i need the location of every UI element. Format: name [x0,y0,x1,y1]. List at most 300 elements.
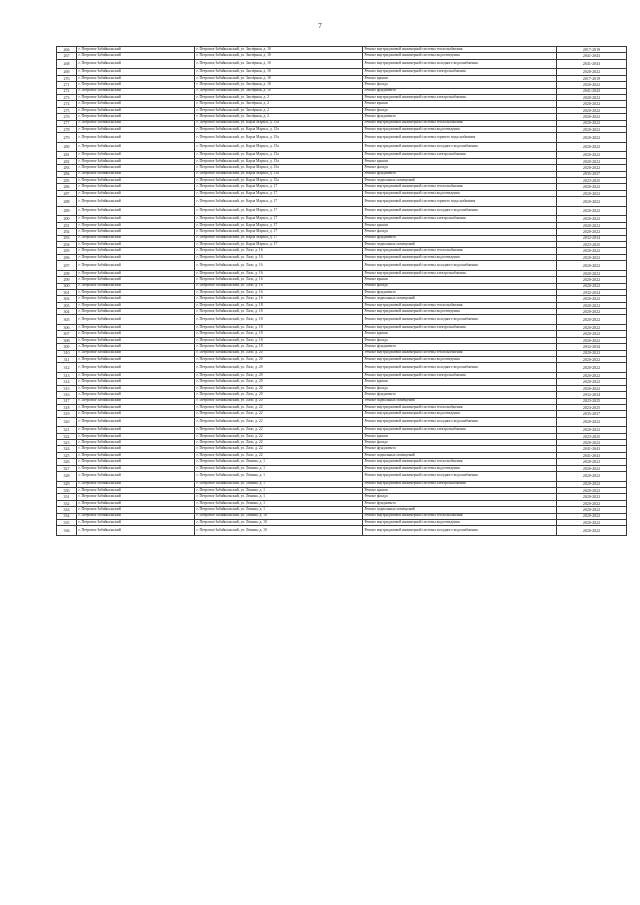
row-number: 307 [57,331,77,337]
row-number: 280 [57,142,77,152]
row-work: Ремонт фундамента [363,500,557,506]
row-number: 277 [57,120,77,126]
row-work: Ремонт внутридомовой инженерной системы теплоснабжения [363,404,557,410]
row-city: г. Петровск-Забайкальский [77,47,195,53]
row-address: г. Петровск-Забайкальский, ул. Заозёрная, д. 10 [195,53,363,59]
row-work: Ремонт подвальных помещений [363,296,557,302]
row-work: Ремонт внутридомовой инженерной системы холодного водоснабжения [363,59,557,69]
row-address: г. Петровск-Забайкальский, ул. Лазо, д. 20 [195,363,363,373]
row-city: г. Петровск-Забайкальский [77,101,195,107]
row-city: г. Петровск-Забайкальский [77,459,195,465]
row-address: г. Петровск-Забайкальский, ул. Ленина, д. 10 [195,526,363,536]
row-address: г. Петровск-Забайкальский, ул. Лазо, д. 16 [195,270,363,276]
row-work: Ремонт внутридомовой инженерной системы теплоснабжения [363,350,557,356]
row-address: г. Петровск-Забайкальский, ул. Заозёрная, д. 2 [195,107,363,113]
row-address: г. Петровск-Забайкальский, ул. Заозёрная, д. 2 [195,94,363,100]
row-address: г. Петровск-Забайкальский, ул. Карла Маркса, д. 15а [195,158,363,164]
row-work: Ремонт внутридомовой инженерной системы электроснабжения [363,152,557,158]
row-period: 2020-2022 [557,488,627,494]
row-address: г. Петровск-Забайкальский, ул. Лазо, д. 22 [195,446,363,452]
row-period: 2020-2022 [557,500,627,506]
row-period: 2020-2022 [557,325,627,331]
row-address: г. Петровск-Забайкальский, ул. Лазо, д. 16 [195,289,363,295]
row-number: 269 [57,69,77,75]
row-address: г. Петровск-Забайкальский, ул. Ленина, д. 10 [195,519,363,525]
row-city: г. Петровск-Забайкальский [77,142,195,152]
row-period: 2020-2022 [557,114,627,120]
table-row [57,417,627,427]
row-address: г. Петровск-Забайкальский, ул. Лазо, д. 16 [195,248,363,254]
row-number: 336 [57,526,77,536]
row-work: Ремонт крыши [363,158,557,164]
row-address: г. Петровск-Забайкальский, ул. Лазо, д. 18 [195,337,363,343]
row-address: г. Петровск-Забайкальский, ул. Лазо, д. 16 [195,283,363,289]
row-period: 2020-2022 [557,165,627,171]
row-work: Ремонт крыши [363,277,557,283]
row-address: г. Петровск-Забайкальский, ул. Карла Маркса, д. 17 [195,197,363,207]
row-address: г. Петровск-Забайкальский, ул. Карла Маркса, д. 17 [195,241,363,247]
row-period: 2020-2022 [557,152,627,158]
row-work: Ремонт фасада [363,107,557,113]
row-number: 285 [57,178,77,184]
row-city: г. Петровск-Забайкальский [77,404,195,410]
row-number: 317 [57,398,77,404]
row-address: г. Петровск-Забайкальский, ул. Карла Маркса, д. 15а [195,133,363,143]
row-period: 2020-2022 [557,363,627,373]
row-work: Ремонт внутридомовой инженерной системы электроснабжения [363,325,557,331]
row-address: г. Петровск-Забайкальский, ул. Карла Маркса, д. 15а [195,178,363,184]
row-number: 335 [57,519,77,525]
row-work: Ремонт подвальных помещений [363,507,557,513]
row-number: 330 [57,488,77,494]
row-number: 325 [57,452,77,458]
row-period: 2020-2022 [557,507,627,513]
row-address: г. Петровск-Забайкальский, ул. Лазо, д. 20 [195,350,363,356]
row-address: г. Петровск-Забайкальский, ул. Ленина, д. 1 [195,500,363,506]
row-number: 272 [57,88,77,94]
row-address: г. Петровск-Забайкальский, ул. Ленина, д. 1 [195,459,363,465]
row-number: 287 [57,190,77,196]
row-number: 314 [57,379,77,385]
row-period: 2023-2025 [557,178,627,184]
row-address: г. Петровск-Забайкальский, ул. Лазо, д. 22 [195,404,363,410]
table-row [57,363,627,373]
row-number: 309 [57,344,77,350]
row-address: г. Петровск-Забайкальский, ул. Лазо, д. 20 [195,385,363,391]
row-number: 319 [57,411,77,417]
row-address: г. Петровск-Забайкальский, ул. Ленина, д. 1 [195,488,363,494]
row-number: 288 [57,197,77,207]
row-city: г. Петровск-Забайкальский [77,197,195,207]
row-number: 293 [57,235,77,241]
row-work: Ремонт фундамента [363,171,557,177]
row-city: г. Петровск-Забайкальский [77,392,195,398]
row-period: 2020-2022 [557,190,627,196]
row-city: г. Петровск-Забайкальский [77,178,195,184]
row-number: 328 [57,472,77,482]
row-period: 2020-2022 [557,69,627,75]
row-work: Ремонт внутридомовой инженерной системы горячего водоснабжения [363,133,557,143]
row-work: Ремонт внутридомовой инженерной системы холодного водоснабжения [363,417,557,427]
row-period: 2020-2022 [557,379,627,385]
row-address: г. Петровск-Забайкальский, ул. Заозёрная, д. 10 [195,82,363,88]
row-work: Ремонт крыши [363,433,557,439]
row-city: г. Петровск-Забайкальский [77,107,195,113]
row-number: 323 [57,440,77,446]
row-city: г. Петровск-Забайкальский [77,171,195,177]
row-number: 279 [57,133,77,143]
row-period: 2020-2022 [557,277,627,283]
row-work: Ремонт крыши [363,222,557,228]
page-number: 7 [318,22,322,30]
capital-repair-table [56,46,627,536]
row-address: г. Петровск-Забайкальский, ул. Лазо, д. 22 [195,452,363,458]
row-address: г. Петровск-Забайкальский, ул. Ленина, д. 1 [195,494,363,500]
row-number: 327 [57,465,77,471]
row-period: 2020-2022 [557,309,627,315]
row-work: Ремонт внутридомовой инженерной системы холодного водоснабжения [363,472,557,482]
row-period: 2020-2022 [557,222,627,228]
row-city: г. Петровск-Забайкальский [77,120,195,126]
row-period: 2020-2022 [557,133,627,143]
row-period: 2020-2022 [557,94,627,100]
row-number: 281 [57,152,77,158]
row-address: г. Петровск-Забайкальский, ул. Заозёрная, д. 10 [195,88,363,94]
row-address: г. Петровск-Забайкальский, ул. Карла Маркса, д. 15а [195,152,363,158]
row-city: г. Петровск-Забайкальский [77,229,195,235]
row-period: 2020-2022 [557,184,627,190]
row-city: г. Петровск-Забайкальский [77,363,195,373]
row-number: 267 [57,53,77,59]
row-city: г. Петровск-Забайкальский [77,309,195,315]
table-row [57,133,627,143]
row-work: Ремонт внутридомовой инженерной системы электроснабжения [363,372,557,378]
row-address: г. Петровск-Забайкальский, ул. Лазо, д. 20 [195,398,363,404]
row-work: Ремонт фасада [363,82,557,88]
row-number: 268 [57,59,77,69]
row-work: Ремонт фундамента [363,344,557,350]
row-work: Ремонт внутридомовой инженерной системы водоотведения [363,126,557,132]
row-city: г. Петровск-Забайкальский [77,88,195,94]
row-work: Ремонт внутридомовой инженерной системы электроснабжения [363,270,557,276]
row-period: 2020-2022 [557,107,627,113]
row-number: 286 [57,184,77,190]
row-address: г. Петровск-Забайкальский, ул. Карла Маркса, д. 17 [195,222,363,228]
row-number: 331 [57,494,77,500]
row-city: г. Петровск-Забайкальский [77,427,195,433]
table-row [57,59,627,69]
row-address: г. Петровск-Забайкальский, ул. Карла Маркса, д. 17 [195,184,363,190]
row-city: г. Петровск-Забайкальский [77,152,195,158]
row-city: г. Петровск-Забайкальский [77,53,195,59]
row-period: 2032-2034 [557,392,627,398]
row-work: Ремонт подвальных помещений [363,241,557,247]
row-number: 316 [57,392,77,398]
row-period: 2020-2022 [557,526,627,536]
row-work: Ремонт внутридомовой инженерной системы водоотведения [363,465,557,471]
row-work: Ремонт внутридомовой инженерной системы теплоснабжения [363,513,557,519]
row-work: Ремонт внутридомовой инженерной системы электроснабжения [363,427,557,433]
row-number: 310 [57,350,77,356]
row-address: г. Петровск-Забайкальский, ул. Заозёрная, д. 10 [195,69,363,75]
row-period: 2017-2019 [557,47,627,53]
row-work: Ремонт внутридомовой инженерной системы теплоснабжения [363,184,557,190]
row-address: г. Петровск-Забайкальский, ул. Ленина, д. 1 [195,465,363,471]
row-period: 2020-2022 [557,229,627,235]
row-work: Ремонт внутридомовой инженерной системы электроснабжения [363,69,557,75]
row-number: 296 [57,254,77,260]
row-city: г. Петровск-Забайкальский [77,296,195,302]
row-period: 2020-2022 [557,216,627,222]
row-city: г. Петровск-Забайкальский [77,114,195,120]
row-period: 2020-2022 [557,261,627,271]
row-work: Ремонт внутридомовой инженерной системы водоотведения [363,309,557,315]
row-period: 2020-2022 [557,120,627,126]
row-number: 275 [57,107,77,113]
row-period: 2020-2022 [557,82,627,88]
row-work: Ремонт фундамента [363,392,557,398]
row-number: 295 [57,248,77,254]
row-city: г. Петровск-Забайкальский [77,452,195,458]
row-address: г. Петровск-Забайкальский, ул. Заозёрная, д. 10 [195,59,363,69]
row-city: г. Петровск-Забайкальский [77,344,195,350]
row-city: г. Петровск-Забайкальский [77,385,195,391]
row-address: г. Петровск-Забайкальский, ул. Лазо, д. 18 [195,309,363,315]
row-work: Ремонт крыши [363,75,557,81]
row-work: Ремонт фасада [363,283,557,289]
row-work: Ремонт крыши [363,101,557,107]
row-work: Ремонт фундамента [363,289,557,295]
row-number: 289 [57,206,77,216]
row-city: г. Петровск-Забайкальский [77,126,195,132]
row-period: 2035-2037 [557,171,627,177]
row-work: Ремонт внутридомовой инженерной системы холодного водоснабжения [363,206,557,216]
row-city: г. Петровск-Забайкальский [77,216,195,222]
row-period: 2020-2022 [557,331,627,337]
row-city: г. Петровск-Забайкальский [77,270,195,276]
row-number: 305 [57,315,77,325]
row-city: г. Петровск-Забайкальский [77,94,195,100]
row-city: г. Петровск-Забайкальский [77,289,195,295]
row-number: 278 [57,126,77,132]
row-city: г. Петровск-Забайкальский [77,158,195,164]
row-period: 2032-2034 [557,289,627,295]
row-period: 2020-2022 [557,296,627,302]
row-work: Ремонт внутридомовой инженерной системы водоотведения [363,254,557,260]
row-work: Ремонт внутридомовой инженерной системы водоотведения [363,411,557,417]
row-period: 2020-2022 [557,440,627,446]
row-period: 2020-2022 [557,126,627,132]
row-work: Ремонт внутридомовой инженерной системы теплоснабжения [363,47,557,53]
row-city: г. Петровск-Забайкальский [77,465,195,471]
row-number: 326 [57,459,77,465]
row-period: 2041-2043 [557,59,627,69]
row-period: 2020-2022 [557,337,627,343]
row-work: Ремонт внутридомовой инженерной системы холодного водоснабжения [363,315,557,325]
row-period: 2032-2034 [557,235,627,241]
row-work: Ремонт подвальных помещений [363,398,557,404]
row-work: Ремонт внутридомовой инженерной системы водоотведения [363,519,557,525]
row-address: г. Петровск-Забайкальский, ул. Карла Маркса, д. 15а [195,120,363,126]
row-number: 329 [57,481,77,487]
row-city: г. Петровск-Забайкальский [77,350,195,356]
row-work: Ремонт внутридомовой инженерной системы теплоснабжения [363,459,557,465]
row-address: г. Петровск-Забайкальский, ул. Заозёрная, д. 2 [195,101,363,107]
row-city: г. Петровск-Забайкальский [77,472,195,482]
row-address: г. Петровск-Забайкальский, ул. Лазо, д. 18 [195,325,363,331]
row-work: Ремонт фундамента [363,88,557,94]
row-address: г. Петровск-Забайкальский, ул. Лазо, д. 16 [195,254,363,260]
row-period: 2020-2022 [557,481,627,487]
row-period: 2020-2022 [557,283,627,289]
row-work: Ремонт фасада [363,494,557,500]
row-work: Ремонт фасада [363,440,557,446]
row-address: г. Петровск-Забайкальский, ул. Лазо, д. 18 [195,302,363,308]
table-row [57,197,627,207]
table-row [57,142,627,152]
row-city: г. Петровск-Забайкальский [77,372,195,378]
row-city: г. Петровск-Забайкальский [77,261,195,271]
row-number: 271 [57,82,77,88]
row-work: Ремонт внутридомовой инженерной системы теплоснабжения [363,248,557,254]
row-address: г. Петровск-Забайкальский, ул. Заозёрная, д. 10 [195,75,363,81]
row-address: г. Петровск-Забайкальский, ул. Лазо, д. 18 [195,331,363,337]
row-city: г. Петровск-Забайкальский [77,440,195,446]
row-work: Ремонт внутридомовой инженерной системы холодного водоснабжения [363,363,557,373]
row-city: г. Петровск-Забайкальский [77,254,195,260]
row-work: Ремонт фасада [363,337,557,343]
row-number: 301 [57,289,77,295]
row-work: Ремонт внутридомовой инженерной системы водоотведения [363,190,557,196]
row-number: 284 [57,171,77,177]
row-address: г. Петровск-Забайкальский, ул. Лазо, д. 22 [195,417,363,427]
row-number: 333 [57,507,77,513]
row-work: Ремонт внутридомовой инженерной системы теплоснабжения [363,120,557,126]
row-address: г. Петровск-Забайкальский, ул. Лазо, д. 20 [195,392,363,398]
row-number: 283 [57,165,77,171]
row-city: г. Петровск-Забайкальский [77,82,195,88]
row-work: Ремонт подвальных помещений [363,452,557,458]
row-work: Ремонт фундамента [363,114,557,120]
row-period: 2020-2022 [557,519,627,525]
row-work: Ремонт внутридомовой инженерной системы холодного водоснабжения [363,526,557,536]
row-city: г. Петровск-Забайкальский [77,315,195,325]
row-number: 320 [57,417,77,427]
row-address: г. Петровск-Забайкальский, ул. Карла Маркса, д. 15а [195,171,363,177]
row-city: г. Петровск-Забайкальский [77,277,195,283]
row-address: г. Петровск-Забайкальский, ул. Лазо, д. 20 [195,357,363,363]
row-city: г. Петровск-Забайкальский [77,519,195,525]
row-work: Ремонт внутридомовой инженерной системы электроснабжения [363,481,557,487]
row-number: 306 [57,325,77,331]
row-period: 2023-2025 [557,433,627,439]
row-number: 270 [57,75,77,81]
row-period: 2020-2022 [557,254,627,260]
row-address: г. Петровск-Забайкальский, ул. Карла Маркса, д. 15а [195,142,363,152]
row-period: 2020-2022 [557,197,627,207]
row-work: Ремонт внутридомовой инженерной системы теплоснабжения [363,302,557,308]
row-work: Ремонт внутридомовой инженерной системы водоотведения [363,53,557,59]
row-number: 300 [57,283,77,289]
row-city: г. Петровск-Забайкальский [77,417,195,427]
table-row [57,315,627,325]
row-number: 318 [57,404,77,410]
row-number: 273 [57,94,77,100]
row-address: г. Петровск-Забайкальский, ул. Карла Маркса, д. 15а [195,165,363,171]
row-address: г. Петровск-Забайкальский, ул. Карла Маркса, д. 17 [195,190,363,196]
row-period: 2032-2034 [557,344,627,350]
row-work: Ремонт фундамента [363,446,557,452]
row-address: г. Петровск-Забайкальский, ул. Ленина, д. 1 [195,481,363,487]
row-address: г. Петровск-Забайкальский, ул. Лазо, д. 22 [195,433,363,439]
row-city: г. Петровск-Забайкальский [77,222,195,228]
row-work: Ремонт подвальных помещений [363,178,557,184]
row-period: 2020-2022 [557,206,627,216]
row-work: Ремонт внутридомовой инженерной системы горячего водоснабжения [363,197,557,207]
row-period: 2023-2025 [557,404,627,410]
row-number: 274 [57,101,77,107]
row-city: г. Петровск-Забайкальский [77,488,195,494]
row-number: 304 [57,309,77,315]
row-period: 2020-2022 [557,357,627,363]
row-city: г. Петровск-Забайкальский [77,190,195,196]
row-city: г. Петровск-Забайкальский [77,69,195,75]
row-city: г. Петровск-Забайкальский [77,446,195,452]
row-city: г. Петровск-Забайкальский [77,481,195,487]
row-address: г. Петровск-Забайкальский, ул. Лазо, д. 18 [195,315,363,325]
row-period: 2020-2022 [557,270,627,276]
row-address: г. Петровск-Забайкальский, ул. Карла Маркса, д. 17 [195,216,363,222]
row-city: г. Петровск-Забайкальский [77,248,195,254]
row-period: 2020-2022 [557,472,627,482]
row-address: г. Петровск-Забайкальский, ул. Лазо, д. 16 [195,277,363,283]
row-city: г. Петровск-Забайкальский [77,433,195,439]
row-work: Ремонт крыши [363,488,557,494]
row-period: 2020-2022 [557,158,627,164]
row-period: 2041-2043 [557,53,627,59]
row-period: 2020-2022 [557,302,627,308]
row-period: 2020-2022 [557,350,627,356]
row-work: Ремонт фундамента [363,235,557,241]
row-address: г. Петровск-Забайкальский, ул. Заозёрная, д. 2 [195,114,363,120]
row-city: г. Петровск-Забайкальский [77,398,195,404]
row-number: 311 [57,357,77,363]
row-number: 299 [57,277,77,283]
row-work: Ремонт внутридомовой инженерной системы водоотведения [363,357,557,363]
row-address: г. Петровск-Забайкальский, ул. Лазо, д. 20 [195,372,363,378]
row-city: г. Петровск-Забайкальский [77,165,195,171]
row-period: 2020-2022 [557,101,627,107]
row-number: 315 [57,385,77,391]
table-row [57,472,627,482]
row-period: 2023-2025 [557,398,627,404]
row-period: 2035-2037 [557,411,627,417]
row-city: г. Петровск-Забайкальский [77,494,195,500]
row-city: г. Петровск-Забайкальский [77,325,195,331]
row-work: Ремонт фасада [363,385,557,391]
row-address: г. Петровск-Забайкальский, ул. Лазо, д. 16 [195,261,363,271]
row-address: г. Петровск-Забайкальский, ул. Ленина, д. 10 [195,513,363,519]
row-address: г. Петровск-Забайкальский, ул. Лазо, д. 18 [195,344,363,350]
row-city: г. Петровск-Забайкальский [77,206,195,216]
row-address: г. Петровск-Забайкальский, ул. Ленина, д. 1 [195,507,363,513]
row-city: г. Петровск-Забайкальский [77,59,195,69]
row-city: г. Петровск-Забайкальский [77,184,195,190]
row-city: г. Петровск-Забайкальский [77,507,195,513]
row-address: г. Петровск-Забайкальский, ул. Ленина, д. 1 [195,472,363,482]
row-number: 313 [57,372,77,378]
row-city: г. Петровск-Забайкальский [77,357,195,363]
